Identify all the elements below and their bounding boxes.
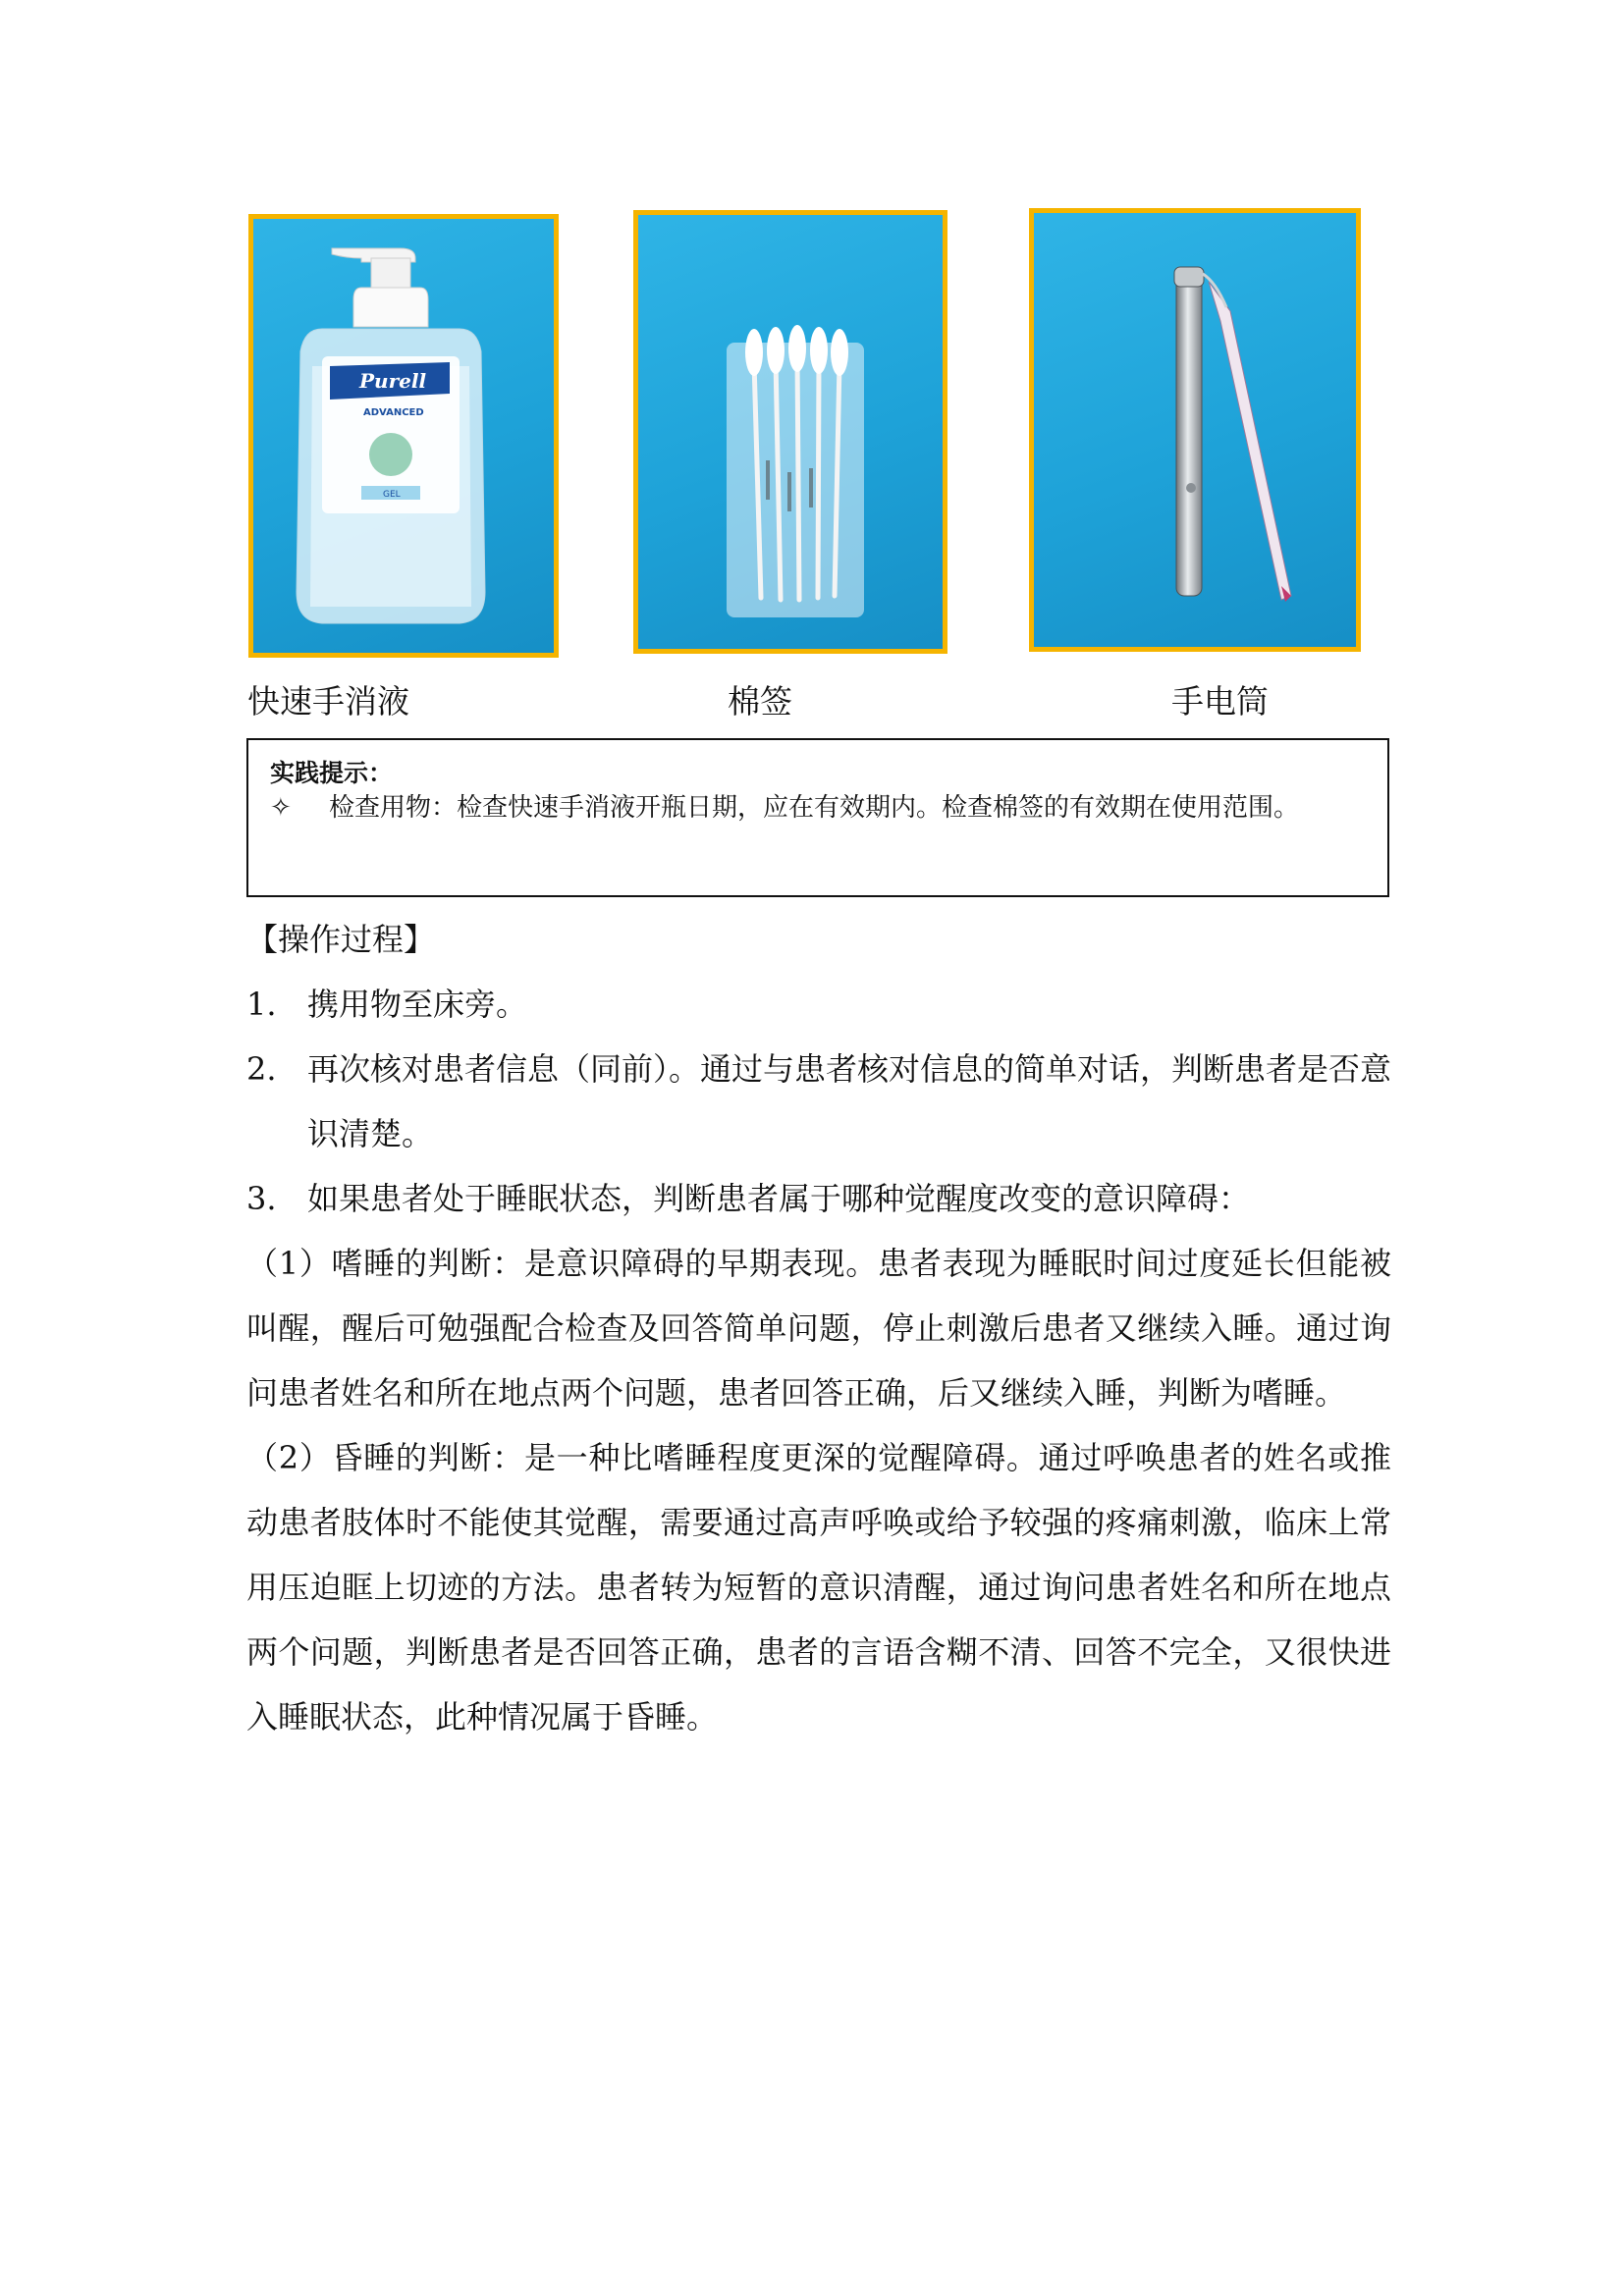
diamond-bullet-icon: ✧ (270, 793, 292, 823)
caption-cotton-swabs: 棉签 (728, 682, 792, 721)
caption-hand-sanitizer: 快速手消液 (247, 682, 409, 721)
purell-label: Purell (359, 369, 427, 393)
step-text: 如果患者处于睡眠状态，判断患者属于哪种觉醒度改变的意识障碍： (307, 1180, 1251, 1217)
tip-text: 检查用物：检查快速手消液开瓶日期，应在有效期内。检查棉签的有效期在使用范围。 (329, 793, 1300, 823)
step-number: 1. (246, 986, 277, 1023)
procedure-section (246, 907, 1391, 1749)
step-text: 携用物至床旁。 (307, 986, 528, 1023)
step-text: 再次核对患者信息（同前）。通过与患者核对信息的简单对话，判断患者是否意识清楚。 (307, 1050, 1392, 1152)
gel-label: GEL (383, 490, 401, 500)
advanced-label: ADVANCED (363, 407, 424, 418)
paragraph-somnolence: （1）嗜睡的判断：是意识障碍的早期表现。患者表现为睡眠时间过度延长但能被叫醒，醒后可勉强配合检查及回答简单问题，停止刺激后患者又继续入睡。通过询问患者姓名和所在地点两个问题，患者回答正确，后又继续入睡，判断为嗜睡。 (246, 1245, 1391, 1412)
hand-sanitizer-photo (248, 214, 559, 658)
penlight-photo (1029, 208, 1361, 652)
cotton-swabs-icon (638, 215, 943, 649)
tip-title: 实践提示： (270, 759, 394, 787)
practice-tip-box (246, 738, 1389, 897)
step-number: 3. (246, 1180, 277, 1217)
list-item (246, 1037, 1391, 1166)
penlight-flashlight-icon (1034, 213, 1356, 647)
hand-sanitizer-bottle-icon (253, 219, 554, 653)
paragraph-stupor: （2）昏睡的判断：是一种比嗜睡程度更深的觉醒障碍。通过呼唤患者的姓名或推动患者肢体时不能使其觉醒，需要通过高声呼唤或给予较强的疼痛刺激，临床上常用压迫眶上切迹的方法。患者转为短暂的意识清醒，通过询问患者姓名和所在地点两个问题，判断患者是否回答正确，患者的言语含糊不清、回答不完全，又很快进入睡眠状态，此种情况属于昏睡。 (246, 1439, 1391, 1735)
list-item (246, 972, 1391, 1037)
step-number: 2. (246, 1050, 277, 1088)
list-item (246, 1166, 1391, 1231)
caption-penlight: 手电筒 (1171, 682, 1269, 721)
cotton-swabs-photo (633, 210, 947, 654)
section-title: 【操作过程】 (246, 921, 436, 958)
